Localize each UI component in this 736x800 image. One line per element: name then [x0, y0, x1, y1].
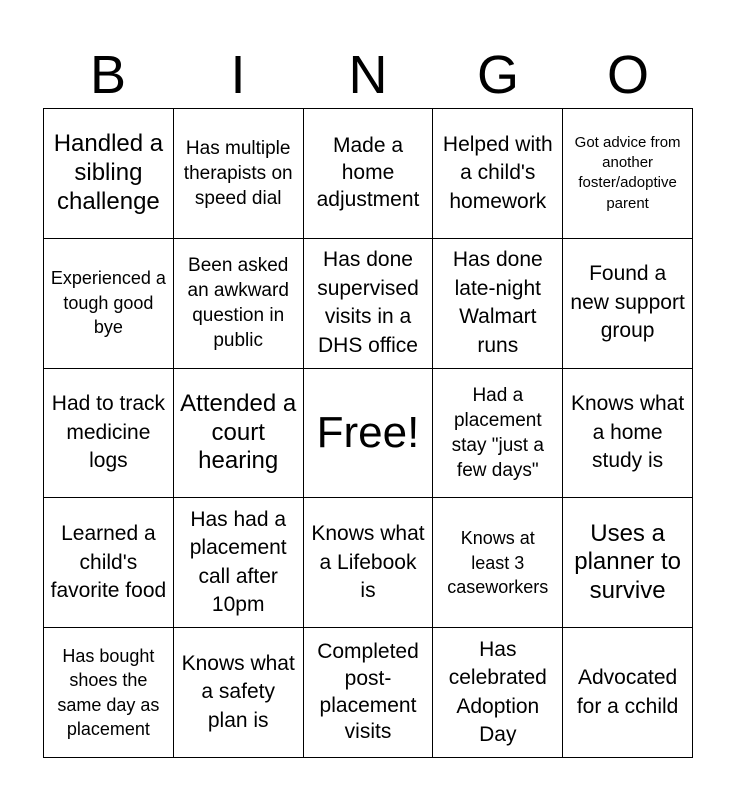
bingo-cell[interactable]: Has had a placement call after 10pm [174, 498, 304, 628]
header-letter-b: B [89, 45, 127, 105]
header-letter-i: I [230, 45, 246, 105]
bingo-cell[interactable]: Has bought shoes the same day as placement [44, 628, 174, 758]
bingo-cell[interactable]: Has celebrated Adoption Day [433, 628, 563, 758]
bingo-cell[interactable]: Found a new support group [563, 239, 693, 369]
bingo-cell[interactable]: Experienced a tough good bye [44, 239, 174, 369]
header-letter-n: N [348, 45, 388, 105]
bingo-board [43, 108, 693, 758]
free-space-cell[interactable]: Free! [304, 369, 434, 499]
header-letter-g: G [476, 45, 519, 105]
bingo-cell[interactable]: Knows what a home study is [563, 369, 693, 499]
bingo-cell[interactable]: Has multiple therapists on speed dial [174, 109, 304, 239]
bingo-cell[interactable]: Helped with a child's homework [433, 109, 563, 239]
bingo-cell[interactable]: Made a home adjustment [304, 109, 434, 239]
bingo-cell[interactable]: Handled a sibling challenge [44, 109, 174, 239]
bingo-cell[interactable]: Been asked an awkward question in public [174, 239, 304, 369]
bingo-cell[interactable]: Completed post-placement visits [304, 628, 434, 758]
bingo-cell[interactable]: Knows at least 3 caseworkers [433, 498, 563, 628]
bingo-cell[interactable]: Had to track medicine logs [44, 369, 174, 499]
bingo-cell[interactable]: Knows what a Lifebook is [304, 498, 434, 628]
bingo-cell[interactable]: Got advice from another foster/adoptive parent [563, 109, 693, 239]
bingo-cell[interactable]: Learned a child's favorite food [44, 498, 174, 628]
bingo-cell[interactable]: Had a placement stay "just a few days" [433, 369, 563, 499]
bingo-cell[interactable]: Uses a planner to survive [563, 498, 693, 628]
bingo-cell[interactable]: Has done supervised visits in a DHS office [304, 239, 434, 369]
bingo-cell[interactable]: Has done late-night Walmart runs [433, 239, 563, 369]
bingo-cell[interactable]: Knows what a safety plan is [174, 628, 304, 758]
bingo-header [43, 44, 693, 106]
bingo-cell[interactable]: Attended a court hearing [174, 369, 304, 499]
bingo-cell[interactable]: Advocated for a cchild [563, 628, 693, 758]
header-letter-o: O [606, 45, 649, 105]
